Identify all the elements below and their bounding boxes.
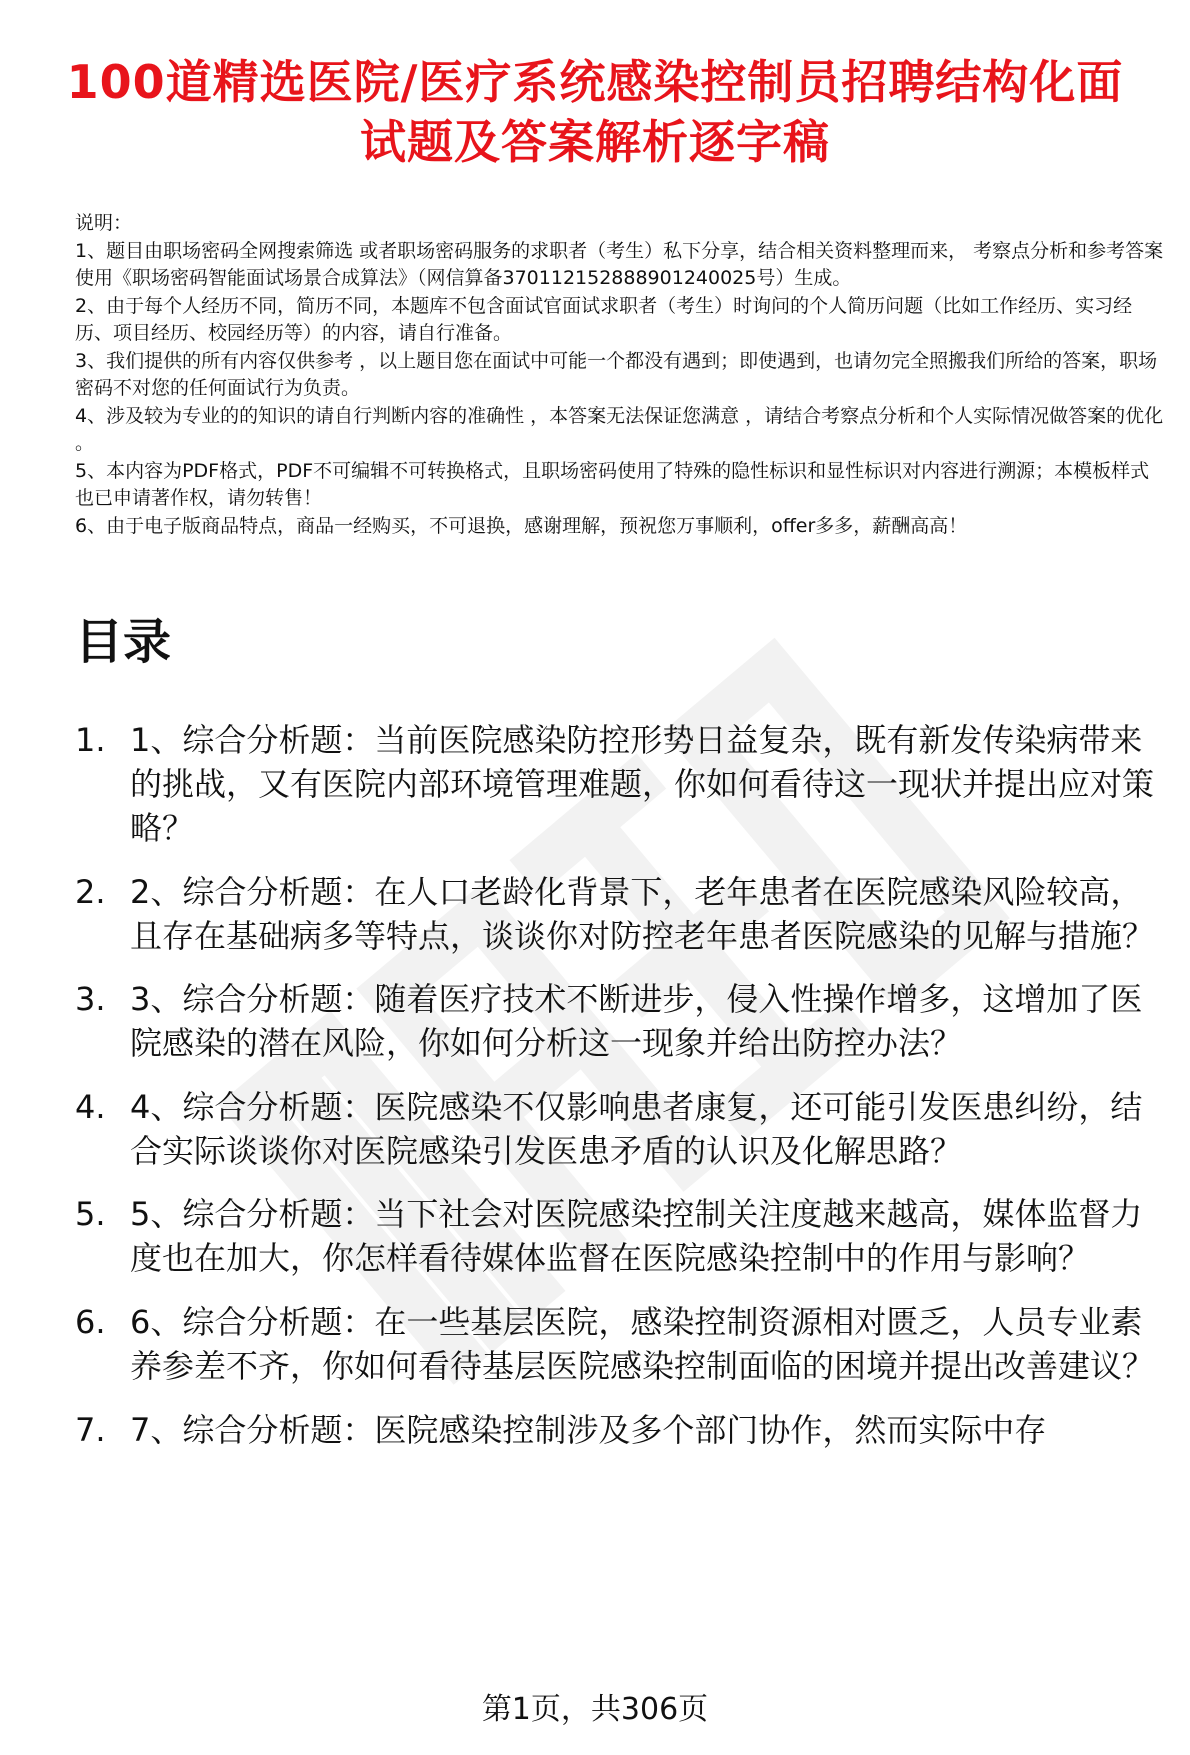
toc-item-number: 5. <box>75 1195 106 1234</box>
toc-item-number: 7. <box>75 1410 106 1449</box>
toc-item-text[interactable]: 5、综合分析题：当下社会对医院感染控制关注度越来越高，媒体监督力度也在加大，你怎样看待媒体监督在医院感染控制中的作用与影响？ <box>130 1195 1143 1278</box>
notes-block <box>75 210 1165 540</box>
toc-item-text[interactable]: 3、综合分析题：随着医疗技术不断进步，侵入性操作增多，这增加了医院感染的潜在风险，你如何分析这一现象并给出防控办法？ <box>130 980 1143 1063</box>
toc-item-number: 3. <box>75 980 106 1019</box>
note-item: 2、由于每个人经历不同，简历不同，本题库不包含面试官面试求职者（考生）时询问的个人简历问题（比如工作经历、实习经历、项目经历、校园经历等）的内容，请自行准备。 <box>75 294 1133 344</box>
toc-item-text[interactable]: 4、综合分析题：医院感染不仅影响患者康复，还可能引发医患纠纷，结合实际谈谈你对医院感染引发医患矛盾的认识及化解思路？ <box>130 1087 1143 1170</box>
toc-item-number: 2. <box>75 872 106 911</box>
note-item: 4、涉及较为专业的的知识的请自行判断内容的准确性 ，本答案无法保证您满意 ，请结合考察点分析和个人实际情况做答案的优化 。 <box>75 404 1164 454</box>
toc-item-text[interactable]: 7、综合分析题：医院感染控制涉及多个部门协作，然而实际中存 <box>130 1410 1047 1449</box>
toc-item[interactable] <box>75 977 1170 1065</box>
document-title: 100道精选医院/医疗系统感染控制员招聘结构化面试题及答案解析逐字稿 <box>66 55 1124 169</box>
notes-heading: 说明： <box>75 212 133 234</box>
table-of-contents <box>75 718 1170 1471</box>
note-item: 1、题目由职场密码全网搜索筛选 或者职场密码服务的求职者（考生）私下分享，结合相关资料整理而来， 考察点分析和参考答案使用《职场密码智能面试场景合成算法》（网信算备370112152888901240025号）生成。 <box>75 239 1164 289</box>
toc-item[interactable] <box>75 870 1170 958</box>
toc-item-text[interactable]: 6、综合分析题：在一些基层医院，感染控制资源相对匮乏，人员专业素养参差不齐，你如何看待基层医院感染控制面临的困境并提出改善建议？ <box>130 1302 1155 1385</box>
toc-item[interactable] <box>75 1408 1170 1452</box>
toc-heading: 目录 <box>75 614 172 670</box>
page-footer: 第1页，共306页 <box>481 1692 709 1727</box>
toc-item[interactable] <box>75 1192 1170 1280</box>
toc-item-number: 4. <box>75 1087 106 1126</box>
toc-item[interactable] <box>75 1300 1170 1388</box>
toc-item[interactable] <box>75 718 1170 850</box>
toc-item-text[interactable]: 2、综合分析题：在人口老龄化背景下，老年患者在医院感染风险较高，且存在基础病多等特点，谈谈你对防控老年患者医院感染的见解与措施？ <box>130 872 1155 955</box>
toc-item-number: 1. <box>75 721 106 759</box>
note-item: 5、本内容为PDF格式，PDF不可编辑不可转换格式，且职场密码使用了特殊的隐性标识和显性标识对内容进行溯源；本模板样式也已申请著作权，请勿转售！ <box>75 459 1150 509</box>
toc-item-text[interactable]: 1、综合分析题：当前医院感染防控形势日益复杂，既有新发传染病带来的挑战，又有医院内部环境管理难题，你如何看待这一现状并提出应对策略？ <box>130 721 1155 847</box>
toc-item[interactable] <box>75 1085 1170 1173</box>
toc-item-number: 6. <box>75 1302 106 1341</box>
note-item: 6、由于电子版商品特点，商品一经购买，不可退换，感谢理解，预祝您万事顺利，offer多多，薪酬高高！ <box>75 514 968 537</box>
note-item: 3、我们提供的所有内容仅供参考 ，以上题目您在面试中可能一个都没有遇到；即使遇到，也请勿完全照搬我们所给的答案，职场密码不对您的任何面试行为负责。 <box>75 349 1158 399</box>
